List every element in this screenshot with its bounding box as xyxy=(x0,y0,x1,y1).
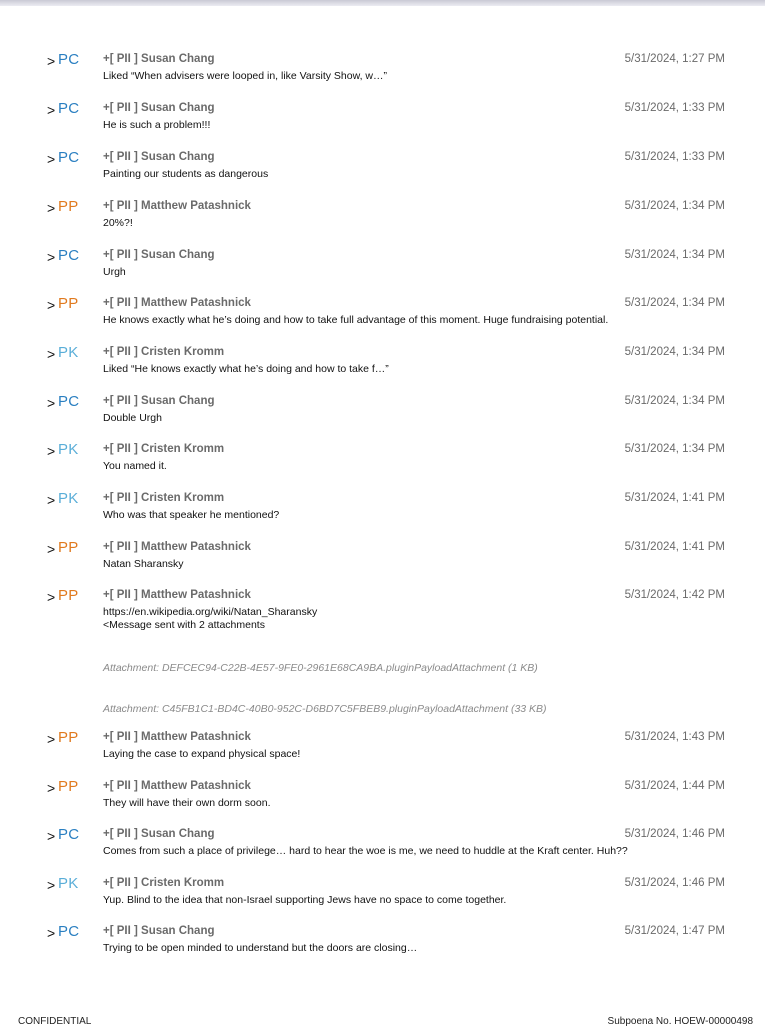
message-row xyxy=(0,490,765,530)
message-timestamp: 5/31/2024, 1:27 PM xyxy=(624,53,725,65)
message-text: Double Urgh xyxy=(103,412,162,424)
sender-initials: PK xyxy=(58,344,79,361)
message-row xyxy=(0,441,765,481)
message-text: He knows exactly what he’s doing and how to take full advantage of this moment. Huge fundraising potential. xyxy=(103,314,609,326)
sender-name: +[ PII ] Susan Chang xyxy=(103,395,215,407)
message-arrow: > xyxy=(47,731,56,747)
sender-initials: PC xyxy=(58,51,80,68)
sender-initials: PP xyxy=(58,198,79,215)
attachment-line[interactable]: Attachment: DEFCEC94-C22B-4E57-9FE0-2961E68CA9BA.pluginPayloadAttachment (1 KB) xyxy=(103,662,538,674)
message-text: Painting our students as dangerous xyxy=(103,168,269,180)
sender-name: +[ PII ] Cristen Kromm xyxy=(103,346,225,358)
message-row xyxy=(0,295,765,335)
message-arrow: > xyxy=(47,249,56,265)
message-row xyxy=(0,149,765,189)
message-arrow: > xyxy=(47,200,56,216)
message-text: Trying to be open minded to understand but the doors are closing… xyxy=(103,942,418,954)
sender-name: +[ PII ] Susan Chang xyxy=(103,102,215,114)
message-arrow: > xyxy=(47,780,56,796)
message-arrow: > xyxy=(47,877,56,893)
sender-name: +[ PII ] Susan Chang xyxy=(103,249,215,261)
message-timestamp: 5/31/2024, 1:33 PM xyxy=(624,151,725,163)
message-text: Yup. Blind to the idea that non-Israel supporting Jews have no space to come together. xyxy=(103,894,507,906)
message-timestamp: 5/31/2024, 1:41 PM xyxy=(624,492,725,504)
sender-name: +[ PII ] Susan Chang xyxy=(103,53,215,65)
sender-initials: PP xyxy=(58,587,79,604)
message-arrow: > xyxy=(47,102,56,118)
message-arrow: > xyxy=(47,541,56,557)
top-rule xyxy=(0,0,765,6)
message-text: Natan Sharansky xyxy=(103,558,184,570)
message-arrow: > xyxy=(47,151,56,167)
sender-name: +[ PII ] Susan Chang xyxy=(103,151,215,163)
sender-initials: PC xyxy=(58,247,80,264)
sender-name: +[ PII ] Cristen Kromm xyxy=(103,492,225,504)
message-text: Liked “When advisers were looped in, like Varsity Show, w…” xyxy=(103,70,388,82)
message-text: Liked “He knows exactly what he’s doing and how to take f…” xyxy=(103,363,389,375)
message-timestamp: 5/31/2024, 1:34 PM xyxy=(624,443,725,455)
message-row xyxy=(0,51,765,91)
message-timestamp: 5/31/2024, 1:46 PM xyxy=(624,877,725,889)
message-timestamp: 5/31/2024, 1:46 PM xyxy=(624,828,725,840)
message-timestamp: 5/31/2024, 1:43 PM xyxy=(624,731,725,743)
sender-name: +[ PII ] Matthew Patashnick xyxy=(103,731,251,743)
message-arrow: > xyxy=(47,589,56,605)
sender-name: +[ PII ] Cristen Kromm xyxy=(103,877,225,889)
message-arrow: > xyxy=(47,395,56,411)
message-arrow: > xyxy=(47,346,56,362)
sender-name: +[ PII ] Susan Chang xyxy=(103,828,215,840)
message-row xyxy=(0,247,765,287)
message-text: Laying the case to expand physical space! xyxy=(103,748,301,760)
sender-initials: PC xyxy=(58,393,80,410)
message-row xyxy=(0,778,765,818)
message-row xyxy=(0,198,765,238)
sender-name: +[ PII ] Matthew Patashnick xyxy=(103,780,251,792)
message-arrow: > xyxy=(47,443,56,459)
message-arrow: > xyxy=(47,925,56,941)
attachment-line[interactable]: Attachment: C45FB1C1-BD4C-40B0-952C-D6BD7C5FBEB9.pluginPayloadAttachment (33 KB) xyxy=(103,703,547,715)
message-attachment-note: <Message sent with 2 attachments xyxy=(103,619,265,631)
message-row xyxy=(0,587,765,633)
message-arrow: > xyxy=(47,297,56,313)
sender-initials: PP xyxy=(58,729,79,746)
message-row xyxy=(0,393,765,433)
sender-name: +[ PII ] Matthew Patashnick xyxy=(103,200,251,212)
message-timestamp: 5/31/2024, 1:47 PM xyxy=(624,925,725,937)
sender-initials: PP xyxy=(58,295,79,312)
message-timestamp: 5/31/2024, 1:42 PM xyxy=(624,589,725,601)
message-link[interactable]: https://en.wikipedia.org/wiki/Natan_Sharansky xyxy=(103,606,318,618)
message-row xyxy=(0,344,765,384)
message-timestamp: 5/31/2024, 1:34 PM xyxy=(624,249,725,261)
sender-name: +[ PII ] Matthew Patashnick xyxy=(103,297,251,309)
message-timestamp: 5/31/2024, 1:41 PM xyxy=(624,541,725,553)
message-timestamp: 5/31/2024, 1:34 PM xyxy=(624,395,725,407)
message-timestamp: 5/31/2024, 1:34 PM xyxy=(624,297,725,309)
message-row xyxy=(0,923,765,963)
sender-initials: PC xyxy=(58,826,80,843)
message-timestamp: 5/31/2024, 1:34 PM xyxy=(624,200,725,212)
message-text: Comes from such a place of privilege… hard to hear the woe is me, we need to huddle at the Kraft center. Huh?? xyxy=(103,845,628,857)
sender-initials: PK xyxy=(58,875,79,892)
message-timestamp: 5/31/2024, 1:33 PM xyxy=(624,102,725,114)
message-row xyxy=(0,100,765,140)
sender-initials: PC xyxy=(58,100,80,117)
sender-initials: PP xyxy=(58,778,79,795)
message-timestamp: 5/31/2024, 1:44 PM xyxy=(624,780,725,792)
sender-initials: PK xyxy=(58,441,79,458)
message-text: You named it. xyxy=(103,460,167,472)
footer-bates-number: Subpoena No. HOEW-00000498 xyxy=(607,1016,753,1027)
message-row xyxy=(0,875,765,915)
message-text: 20%?! xyxy=(103,217,133,229)
message-arrow: > xyxy=(47,492,56,508)
message-text: They will have their own dorm soon. xyxy=(103,797,271,809)
sender-initials: PP xyxy=(58,539,79,556)
sender-initials: PC xyxy=(58,923,80,940)
sender-name: +[ PII ] Matthew Patashnick xyxy=(103,541,251,553)
message-row xyxy=(0,539,765,579)
sender-name: +[ PII ] Matthew Patashnick xyxy=(103,589,251,601)
sender-name: +[ PII ] Cristen Kromm xyxy=(103,443,225,455)
sender-initials: PC xyxy=(58,149,80,166)
sender-name: +[ PII ] Susan Chang xyxy=(103,925,215,937)
message-text: He is such a problem!!! xyxy=(103,119,211,131)
message-arrow: > xyxy=(47,53,56,69)
footer-confidential: CONFIDENTIAL xyxy=(18,1016,92,1027)
message-row xyxy=(0,729,765,769)
sender-initials: PK xyxy=(58,490,79,507)
message-text: Who was that speaker he mentioned? xyxy=(103,509,280,521)
message-timestamp: 5/31/2024, 1:34 PM xyxy=(624,346,725,358)
message-text: Urgh xyxy=(103,266,126,278)
message-arrow: > xyxy=(47,828,56,844)
message-row xyxy=(0,826,765,866)
